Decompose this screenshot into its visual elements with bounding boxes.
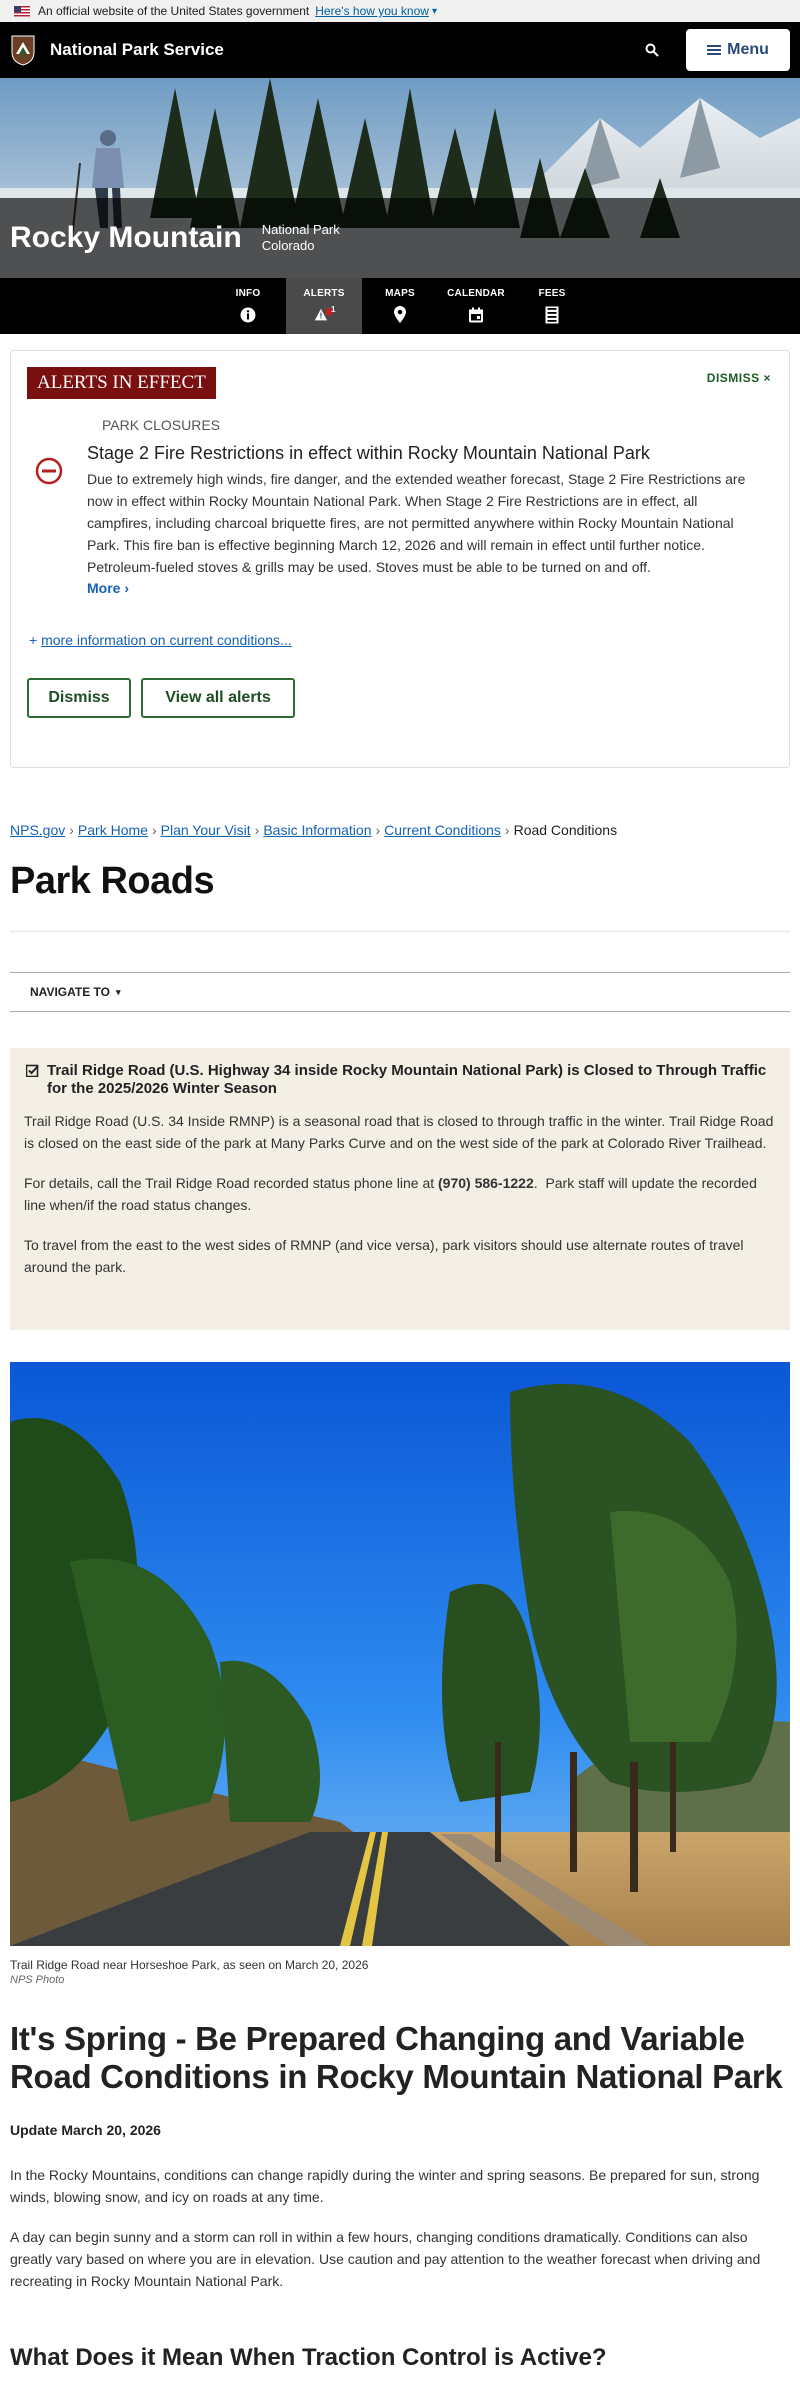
dismiss-button[interactable]: Dismiss xyxy=(27,678,131,718)
park-nav-info[interactable] xyxy=(210,278,286,334)
hero-title-band xyxy=(0,198,800,278)
park-nav-fees[interactable] xyxy=(514,278,590,334)
map-pin-icon xyxy=(390,305,410,325)
site-header xyxy=(0,22,800,78)
close-icon: × xyxy=(763,371,771,385)
phone-text-after: Park staff will update the recorded line when/if the road status changes. xyxy=(24,1175,757,1213)
park-nav-label: INFO xyxy=(235,287,261,299)
update-date: Update March 20, 2026 xyxy=(10,2122,161,2138)
us-flag-icon xyxy=(14,6,30,17)
callout-heading: Trail Ridge Road (U.S. Highway 34 inside Rocky Mountain National Park) is Closed to Through Traffic for the 2025/2026 Winter Season xyxy=(47,1062,767,1097)
search-button[interactable] xyxy=(632,30,672,70)
caret-down-icon: ▾ xyxy=(116,986,121,997)
phone-text-before: For details, call the Trail Ridge Road recorded status phone line at xyxy=(24,1175,435,1191)
navigate-to-label: NAVIGATE TO xyxy=(30,985,111,999)
breadcrumb-current: Road Conditions xyxy=(513,822,618,838)
view-all-alerts-button[interactable]: View all alerts xyxy=(141,678,295,718)
alert-body-text: Due to extremely high winds, fire danger, and the extended weather forecast, Stage 2 Fire Restrictions are now in effect within Rocky Mountain National Park. When Stage 2 Fire Restrictions are in effect, all campfires, including charcoal briquette fires, are not permitted anywhere within Rocky Mountain National Park. This fire ban is effective beginning March 12, 2026 and will remain in effect until further notice. Petroleum-fueled stoves & grills may be used. Stoves must be able to be turned on and off. xyxy=(87,471,746,575)
photo-caption: Trail Ridge Road near Horseshoe Park, as seen on March 20, 2026 xyxy=(10,1958,369,1972)
alerts-dismiss-link[interactable] xyxy=(707,371,771,385)
menu-button[interactable] xyxy=(686,29,790,71)
page-title: Park Roads xyxy=(10,860,215,902)
park-name[interactable]: Rocky Mountain xyxy=(10,221,242,254)
breadcrumb-link[interactable]: Park Home xyxy=(77,822,148,838)
callout-paragraph: To travel from the east to the west sides of RMNP (and vice versa), park visitors should use alternate routes of travel around the park. xyxy=(24,1237,744,1275)
park-nav-label: ALERTS xyxy=(303,287,345,299)
breadcrumb-link[interactable]: NPS.gov xyxy=(10,822,66,838)
park-nav-alerts[interactable] xyxy=(286,278,362,334)
phone-number[interactable]: (970) 586-1222 xyxy=(438,1175,534,1191)
breadcrumb-separator-icon: › xyxy=(69,822,74,838)
divider xyxy=(10,931,790,932)
alert-icon xyxy=(314,305,334,325)
trail-ridge-road-image xyxy=(10,1362,790,1946)
nps-arrowhead-logo-icon[interactable] xyxy=(10,34,36,66)
breadcrumb-separator-icon: › xyxy=(504,822,510,838)
alerts-badge: 1 xyxy=(331,304,336,314)
alert-category: PARK CLOSURES xyxy=(102,417,220,433)
search-icon xyxy=(645,43,659,57)
park-nav-calendar[interactable] xyxy=(438,278,514,334)
breadcrumb xyxy=(10,822,800,838)
road-photo xyxy=(10,1362,790,1946)
hamburger-icon xyxy=(707,43,721,57)
alert-headline: Stage 2 Fire Restrictions in effect within Rocky Mountain National Park xyxy=(87,443,650,463)
dismiss-label: DISMISS xyxy=(706,371,760,385)
park-nav-label: FEES xyxy=(538,287,566,299)
more-info-row xyxy=(27,632,773,648)
park-state: Colorado xyxy=(261,238,315,253)
more-info-link[interactable]: more information on current conditions... xyxy=(41,632,292,648)
body-paragraph: A day can begin sunny and a storm can roll in within a few hours, changing conditions dramatically. Conditions can also greatly vary based on where you are in elevation. Use caution and pay attention to the weather forecast when driving and recreating in Rocky Mountain National Park. xyxy=(10,2229,761,2289)
callout-paragraph-phone: For details, call the Trail Ridge Road recorded status phone line at (970) 586-1222. Park staff will update the recorded line when/if the road status changes. xyxy=(24,1175,757,1213)
checkbox-icon xyxy=(26,1064,39,1098)
park-nav xyxy=(0,278,800,334)
trail-ridge-callout xyxy=(10,1048,790,1330)
info-icon xyxy=(238,305,258,325)
alerts-panel xyxy=(10,350,790,768)
traction-control-heading: What Does it Mean When Traction Control is Active? xyxy=(10,2344,607,2371)
breadcrumb-link[interactable]: Plan Your Visit xyxy=(160,822,251,838)
park-designation-block xyxy=(262,222,340,254)
breadcrumb-separator-icon: › xyxy=(254,822,260,838)
park-designation: National Park xyxy=(261,222,340,237)
park-nav-label: CALENDAR xyxy=(447,287,505,299)
breadcrumb-separator-icon: › xyxy=(375,822,381,838)
menu-label: Menu xyxy=(727,41,769,58)
body-paragraph: In the Rocky Mountains, conditions can change rapidly during the winter and spring seasons. Be prepared for sun, strong winds, blowing snow, and icy on roads at any time. xyxy=(10,2167,760,2205)
plus-icon: + xyxy=(29,632,42,648)
spring-heading: It's Spring - Be Prepared Changing and Variable Road Conditions in Rocky Mountain National Park xyxy=(10,2020,783,2095)
fees-icon xyxy=(542,305,562,325)
gov-banner-text: An official website of the United States government xyxy=(38,4,310,18)
alert-more-link[interactable] xyxy=(87,580,753,596)
breadcrumb-link[interactable]: Basic Information xyxy=(263,822,372,838)
park-nav-label: MAPS xyxy=(385,287,415,299)
alert-item xyxy=(27,443,773,596)
chevron-down-icon[interactable]: ▾ xyxy=(431,5,437,17)
photo-credit: NPS Photo xyxy=(10,1974,65,1986)
breadcrumb-link[interactable]: Current Conditions xyxy=(384,822,501,838)
alert-buttons xyxy=(27,678,773,718)
heres-how-you-know-link[interactable]: Here's how you know xyxy=(315,4,429,18)
calendar-icon xyxy=(466,305,486,325)
navigate-to-dropdown[interactable] xyxy=(10,972,790,1012)
hero-banner xyxy=(0,78,800,278)
alerts-title: ALERTS IN EFFECT xyxy=(27,367,216,399)
no-entry-icon xyxy=(27,443,87,596)
more-label: More xyxy=(87,580,121,596)
callout-paragraph: Trail Ridge Road (U.S. 34 Inside RMNP) is a seasonal road that is closed to through traffic in the winter. Trail Ridge Road is closed on the east side of the park at Many Parks Curve and on the west side of the park at Colorado River Trailhead. xyxy=(24,1113,774,1151)
park-nav-maps[interactable] xyxy=(362,278,438,334)
gov-banner xyxy=(0,0,800,22)
breadcrumb-separator-icon: › xyxy=(151,822,157,838)
chevron-right-icon: › xyxy=(124,580,130,596)
site-name[interactable]: National Park Service xyxy=(50,40,224,59)
